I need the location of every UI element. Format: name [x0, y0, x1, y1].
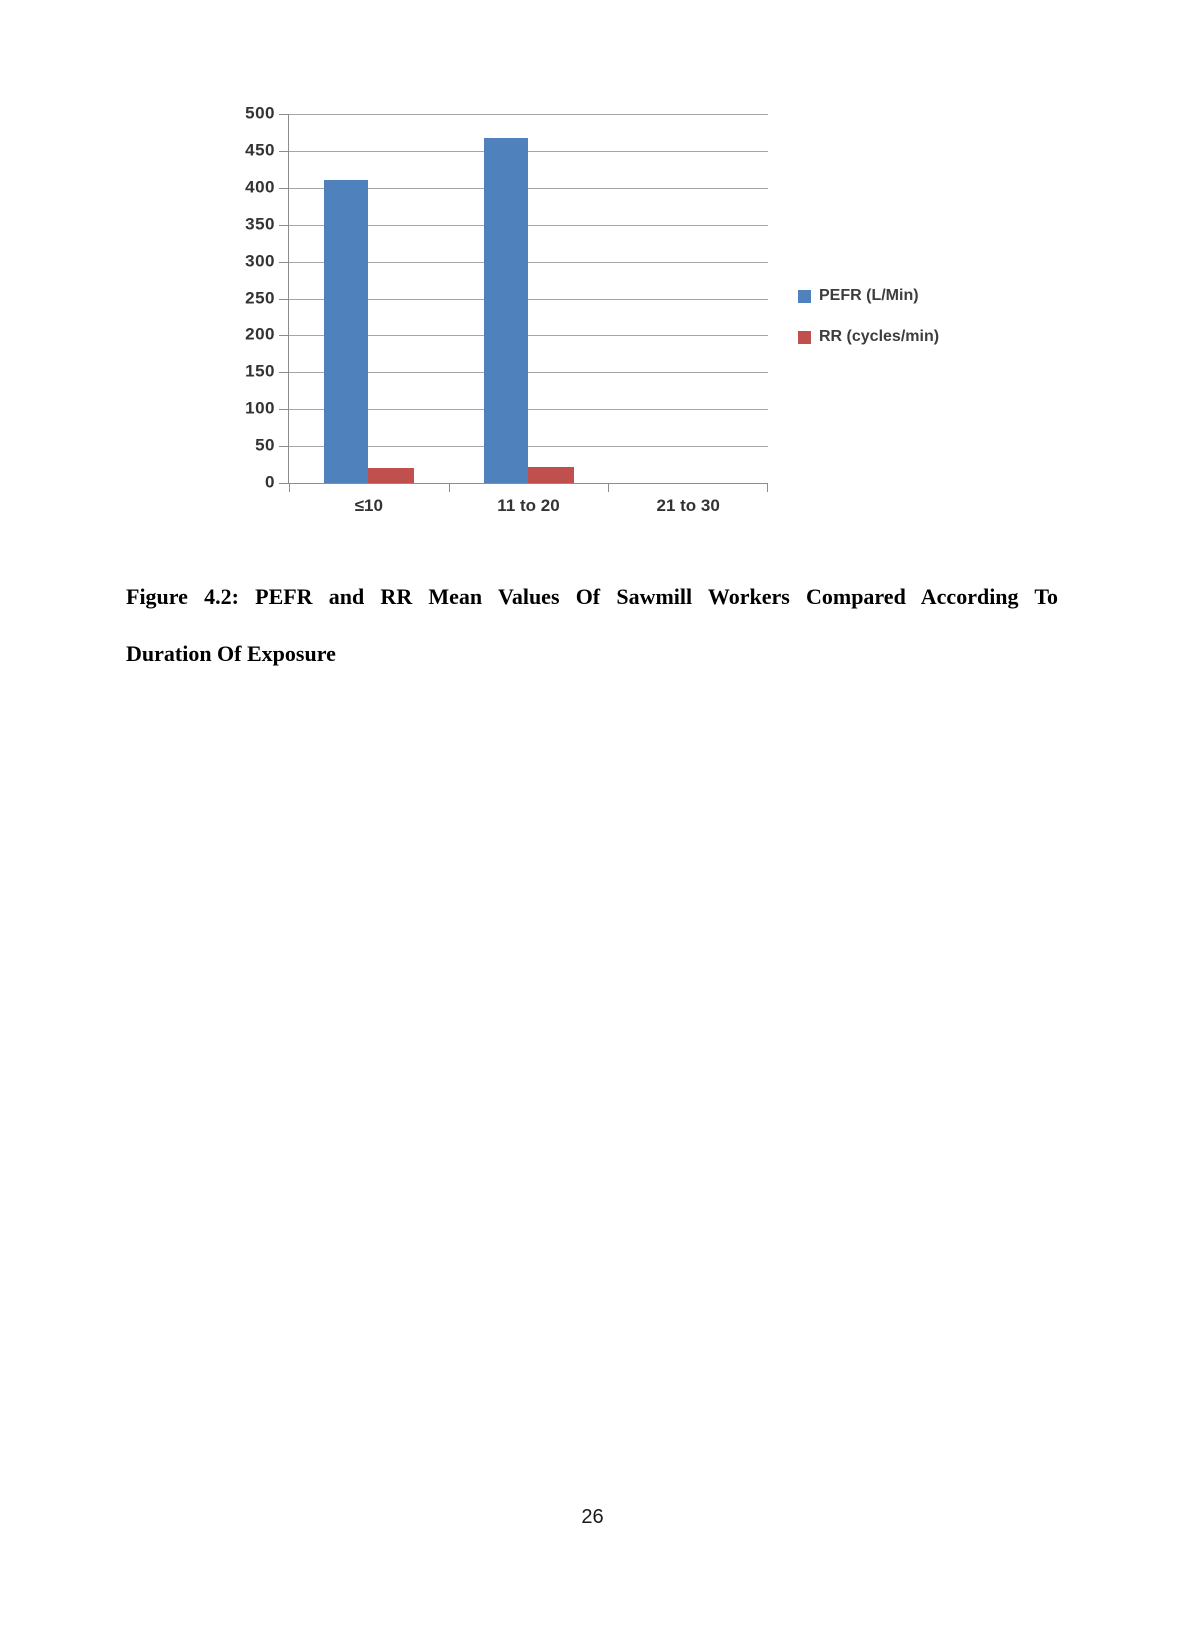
legend-swatch-icon: [798, 290, 811, 303]
y-axis-tick: [279, 225, 288, 226]
x-axis-tick: [608, 483, 609, 492]
y-axis-tick-label: 50: [255, 435, 275, 455]
y-axis-tick-label: 500: [245, 103, 275, 123]
y-axis-tick: [279, 335, 288, 336]
x-axis-category-label: 21 to 30: [656, 496, 720, 515]
chart-legend: [798, 287, 939, 346]
bar-rr-1: [368, 468, 414, 483]
y-axis-tick-label: 0: [265, 472, 275, 492]
legend-label: PEFR (L/Min): [819, 287, 919, 304]
y-axis-tick-label: 350: [245, 214, 275, 234]
y-axis-tick: [279, 151, 288, 152]
x-axis-tick: [449, 483, 450, 492]
y-axis-tick: [279, 483, 288, 484]
figure-caption-line1: Figure 4.2: PEFR and RR Mean Values Of Sawmill Workers Compared According To: [126, 584, 1058, 609]
y-axis-tick-label: 100: [245, 398, 275, 418]
chart-gridline: [289, 114, 768, 115]
y-axis-tick-label: 150: [245, 361, 275, 381]
legend-label: RR (cycles/min): [819, 328, 940, 345]
y-axis-tick: [279, 299, 288, 300]
x-axis-category-label: ≤10: [354, 496, 383, 515]
x-axis-tick: [289, 483, 290, 492]
x-axis-tick: [767, 483, 768, 492]
figure-caption: [126, 584, 1058, 667]
y-axis-tick-label: 300: [245, 251, 275, 271]
y-axis-tick: [279, 262, 288, 263]
y-axis-tick: [279, 409, 288, 410]
x-axis-category-label: 11 to 20: [497, 496, 560, 515]
legend-item: [798, 287, 939, 305]
y-axis-tick-label: 200: [245, 324, 275, 344]
chart-plot-area: [245, 103, 768, 515]
bar-pefr-1: [324, 180, 368, 483]
page-number: 26: [581, 1506, 604, 1528]
y-axis-tick: [279, 446, 288, 447]
y-axis-tick: [279, 188, 288, 189]
chart-gridline: [289, 151, 768, 152]
legend-item: [798, 328, 939, 346]
y-axis-tick-label: 400: [245, 177, 275, 197]
y-axis-tick-label: 250: [245, 288, 275, 308]
y-axis-tick-label: 450: [245, 140, 275, 160]
legend-swatch-icon: [798, 331, 811, 344]
y-axis-tick: [279, 114, 288, 115]
figure-caption-line2: Duration Of Exposure: [126, 641, 336, 666]
y-axis-tick: [279, 372, 288, 373]
bar-rr-2: [528, 467, 574, 483]
bar-pefr-2: [484, 138, 528, 483]
